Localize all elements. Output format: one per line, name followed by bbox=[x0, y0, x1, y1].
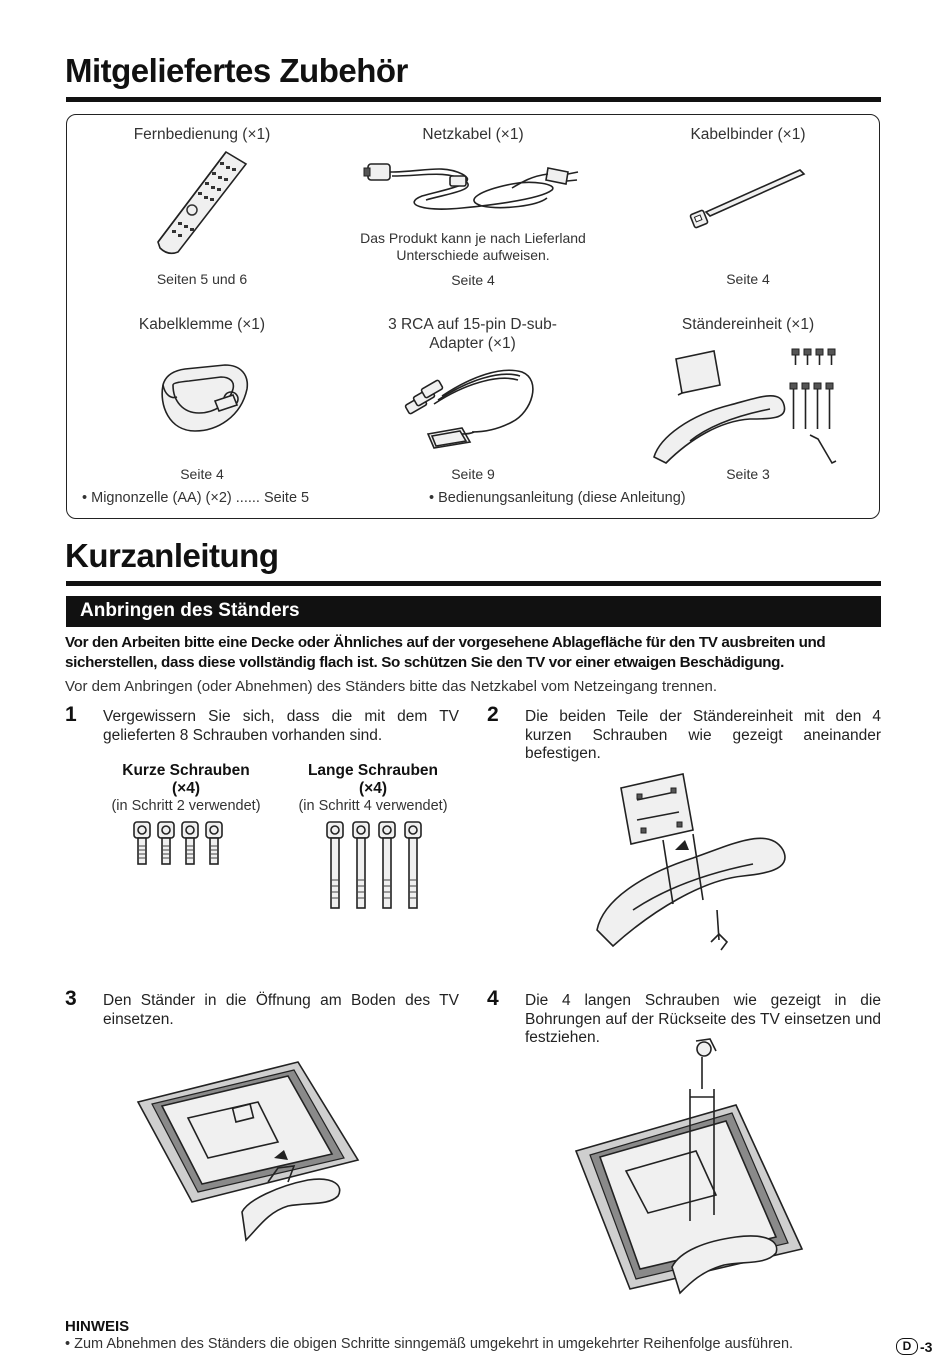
accessory-name-stand-unit: Ständereinheit (×1) bbox=[681, 316, 815, 333]
page-number bbox=[896, 1338, 932, 1355]
accessory-bullet-manual-text: Bedienungsanleitung (diese Anleitung) bbox=[438, 490, 686, 506]
step-2-text: Die beiden Teile der Ständereinheit mit den 4 kurzen Schrauben wie gezeigt aneinander befestigen. bbox=[525, 708, 881, 762]
accessory-name-power-cord: Netzkabel (×1) bbox=[422, 126, 524, 143]
long-screws-note: (in Schritt 4 verwendet) bbox=[298, 798, 448, 814]
accessory-page-cable-tie: Seite 4 bbox=[726, 271, 770, 287]
short-screws-note: (in Schritt 2 verwendet) bbox=[111, 798, 261, 814]
step-1-number: 1 bbox=[65, 703, 77, 726]
long-screws-title: Lange Schrauben bbox=[307, 762, 439, 779]
step-2-number: 2 bbox=[487, 703, 499, 726]
page-badge: D bbox=[896, 1338, 918, 1355]
cable-clamp-icon bbox=[155, 355, 255, 435]
accessory-page-stand-unit: Seite 3 bbox=[726, 466, 770, 482]
intro-bold: Vor den Arbeiten bitte eine Decke oder Ähnliches auf der vorgesehene Ablagefläche für den TV ausbreiten und sicherstellen, dass diese vollständig flach ist. So schützen Sie den TV vor einer etwaigen Beschädigung. bbox=[65, 634, 826, 671]
accessories-heading: Mitgeliefertes Zubehör bbox=[65, 52, 408, 89]
accessory-page-cable-clamp: Seite 4 bbox=[180, 466, 224, 482]
accessory-page-power-cord: Seite 4 bbox=[451, 272, 495, 288]
long-screws-qty: (×4) bbox=[359, 780, 387, 797]
long-screws-icon bbox=[325, 820, 425, 915]
accessory-bullet-manual bbox=[429, 490, 686, 506]
remote-control-icon bbox=[150, 148, 250, 258]
accessory-name-cable-tie: Kabelbinder (×1) bbox=[690, 126, 806, 143]
short-screws-title: Kurze Schrauben bbox=[122, 762, 250, 779]
tv-long-screws-illustration bbox=[576, 1035, 806, 1295]
accessory-name-cable-clamp: Kabelklemme (×1) bbox=[138, 316, 266, 333]
accessory-page-remote: Seiten 5 und 6 bbox=[156, 271, 248, 287]
stand-assembly-illustration bbox=[593, 770, 793, 960]
quickguide-heading-rule bbox=[66, 581, 881, 586]
subsection-title: Anbringen des Ständers bbox=[80, 600, 300, 621]
bullet-glyph: • bbox=[429, 490, 439, 506]
intro-normal: Vor dem Anbringen (oder Abnehmen) des Ständers bitte das Netzkabel vom Netzeingang trennen. bbox=[65, 678, 718, 695]
accessories-heading-rule bbox=[66, 97, 881, 102]
step-3-text: Den Ständer in die Öffnung am Boden des TV einsetzen. bbox=[103, 992, 459, 1028]
accessory-name-remote: Fernbedienung (×1) bbox=[133, 126, 271, 143]
power-cord-icon bbox=[362, 150, 582, 220]
accessory-name-adapter: 3 RCA auf 15-pin D-sub-Adapter (×1) bbox=[388, 316, 557, 352]
step-3-number: 3 bbox=[65, 987, 77, 1010]
tv-stand-insert-illustration bbox=[138, 1062, 368, 1242]
note-text-row bbox=[65, 1336, 793, 1352]
stand-unit-icon bbox=[650, 345, 850, 470]
power-cord-note: Das Produkt kann je nach Lieferland Unterschiede aufweisen. bbox=[360, 230, 586, 263]
rca-dsub-adapter-icon bbox=[402, 362, 542, 452]
bullet-glyph: • bbox=[65, 1336, 75, 1352]
note-title: HINWEIS bbox=[65, 1318, 130, 1335]
cable-tie-icon bbox=[688, 166, 808, 236]
bullet-glyph: • bbox=[82, 490, 92, 506]
step-4-number: 4 bbox=[487, 987, 499, 1010]
accessory-page-adapter: Seite 9 bbox=[451, 466, 495, 482]
note-text: Zum Abnehmen des Ständers die obigen Schritte sinngemäß umgekehrt in umgekehrter Reihenfolge ausführen. bbox=[74, 1336, 794, 1352]
accessory-bullet-batteries bbox=[82, 490, 309, 506]
step-1-text: Vergewissern Sie sich, dass die mit dem TV gelieferten 8 Schrauben vorhanden sind. bbox=[103, 708, 459, 744]
short-screws-qty: (×4) bbox=[172, 780, 200, 797]
step-4-text: Die 4 langen Schrauben wie gezeigt in die Bohrungen auf der Rückseite des TV einsetzen und festziehen. bbox=[525, 992, 881, 1046]
page-number-text: -3 bbox=[920, 1338, 933, 1355]
quickguide-heading: Kurzanleitung bbox=[65, 537, 279, 574]
short-screws-icon bbox=[132, 820, 232, 870]
accessory-bullet-batteries-text: Mignonzelle (AA) (×2) ...... Seite 5 bbox=[91, 490, 310, 506]
subsection-bar bbox=[66, 596, 881, 627]
